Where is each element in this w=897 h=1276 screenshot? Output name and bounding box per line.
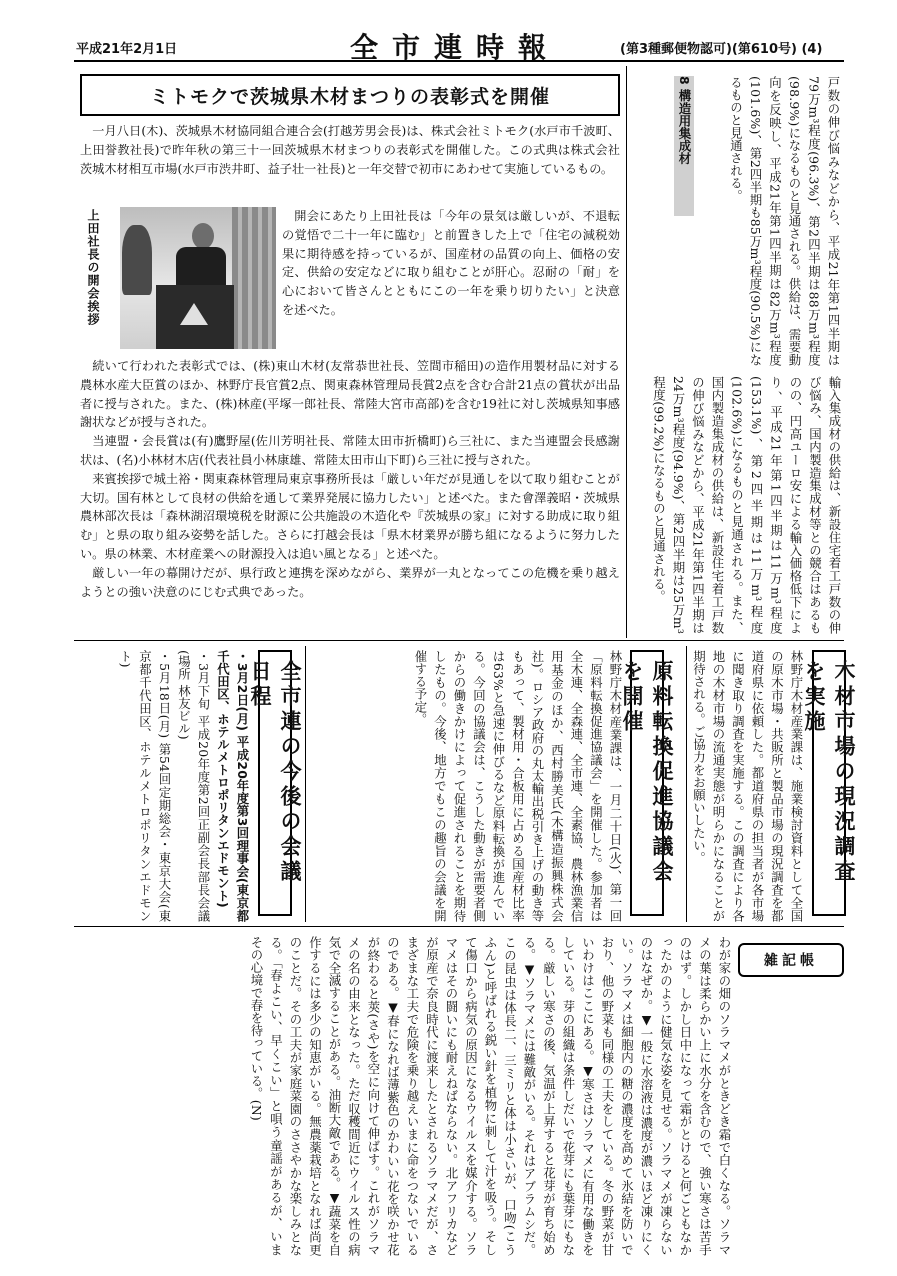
article-headline-box bbox=[80, 74, 620, 116]
article-paragraph: 一月八日(木)、茨城県木材協同組合連合会(打越芳男会長)は、株式会社ミトモク(水戸市千波町、上田誉教社長)で昨年秋の第三十一回茨城県木材まつりの表彰式を開催した。この式典は株式会社茨城木材相互市場(水戸市渋井町、益子壮一社長)と一年交替で初市にあわせて実施しているもの。 bbox=[80, 124, 620, 176]
column-divider bbox=[626, 66, 627, 638]
section-divider bbox=[74, 640, 844, 641]
article-paragraph: 厳しい一年の幕開けだが、県行政と連携を深めながら、業界が一丸となってこの危機を乗り越えようとの強い決意のにじむ式典であった。 bbox=[80, 565, 620, 599]
conversion-council-headline: 原料転換促進協議会を開催 bbox=[630, 650, 664, 916]
schedule-headline: 全市連の今後の会議日程 bbox=[258, 650, 292, 916]
schedule-item: ・3月2日(月) 平成20年度第3回理事会(東京都千代田区、ホテルメトロポリタンエドモント) bbox=[215, 650, 250, 922]
newspaper-title: 全市連時報 bbox=[350, 31, 561, 64]
zakki-label: 雑記帳 bbox=[738, 943, 844, 977]
conversion-council-text: 林野庁木材産業課は、一月二十日(火)、第一回「原料転換促進協議会」を開催した。参加者は全木連、全森連、全市連、全素協、農林漁業信用基金のほか、西村勝美氏(木構造振興株式会社)。ロシア政府の丸太輸出税引き上げの動き等もあって、製材用・合板用に占める国産材比率は63%と急速に伸びるなど原料転換が進んでいる。今回の協議会は、こうした動きが需要者側からの働きかけによって促進されることを期待したもの。今後、地方でもこの趣旨の会議を開催する予定。 bbox=[413, 650, 623, 922]
schedule-list bbox=[80, 650, 252, 922]
issue-info: (第3種郵便物認可)(第610号) (4) bbox=[620, 42, 823, 57]
column-divider bbox=[686, 646, 687, 922]
article-paragraph: 当連盟・会長賞は(有)鷹野屋(佐川芳明社長、常陸太田市折橋町)ら三社に、また当連盟会長感謝状は、(名)小林材木店(代表社員小林康雄、常陸太田市山下町)ら三社に授与された。 bbox=[80, 434, 620, 467]
column-divider bbox=[305, 646, 306, 922]
glulam-text: 輸入集成材の供給は、新設住宅着工戸数の伸び悩み、国内製造集成材等との競合はあるものの、円高ユーロ安による輸入価格低下により、平成21年第1四半期は11万m³程度(153.1%)、第2四半期は11万m³程度(102.6%)になるものと見通される。また、国内製造集成材の供給は、新設住宅着工戸数の伸び悩みなどから、平成21年第1四半期は24万m³程度(94.9%)、第2四半期は25万m³程度(99.2%)になるものと見通される。 bbox=[651, 376, 842, 634]
schedule-item: ・3月下旬 平成20年度第2回正副会長部長会議(場所 林友ビル) bbox=[176, 650, 211, 922]
glulam-text-upper bbox=[634, 76, 672, 366]
article-headline: ミトモクで茨城県木材まつりの表彰式を開催 bbox=[149, 85, 550, 108]
article-paragraph: 続いて行われた表彰式では、(株)東山木材(友常恭世社長、笠間市稲田)の造作用製材品に対する農林水産大臣賞のほか、林野庁長官賞2点、関東森林管理局長賞2点を含む合計21点の賞状が出品者に授与された。また、(株)林産(平塚一郎社長、常陸大宮市高部)を含む19社に対し茨城県知事感謝状などが授与された。 bbox=[80, 359, 620, 430]
section-label: 8 構造用集成材 bbox=[674, 76, 694, 216]
article-paragraph: 来賓挨拶で城土裕・関東森林管理局東京事務所長は「厳しい年だが見通しを以て取り組むことが大切。国有林として良材の供給を通して業界発展に協力したい」と述べた。また會澤義昭・茨城県農林部次長は「森林湖沼環境税を財源に公共施設の木造化や『茨城県の家』に対する助成に取り組む」と県の取り組み姿勢を話した。さらに打越会長は「県木材業界が勝ち組になるように努力したい。県の林業、木材産業への財源投入は追い風となる」と述べた。 bbox=[80, 471, 620, 561]
article-body-lower bbox=[80, 357, 620, 601]
speaker-photo bbox=[120, 207, 276, 349]
section-divider bbox=[74, 926, 844, 927]
market-survey-text: 林野庁木材産業課は、施業検討資料として全国の原木市場・共販所と製品市場の現況調査を都道府県に依頼した。都道府県の担当者が各市場に聞き取り調査を実施する。この調査により各地の木材市場の流通実態が明らかになることが期待される。ご協力をお願いしたい。 bbox=[691, 650, 804, 922]
article-kimatsuri bbox=[80, 74, 620, 636]
zakki-text: わが家の畑のソラマメがときどき霜で白くなる。ソラマメの葉は柔らかい上に水分を含むので、強い寒さは苦手のはず。しかし日中になって霜がとけると何ごともなかったかのように健気な姿を見せる。ソラマメが凍らないのはなぜか。▼一般に水溶液は濃度が濃いほど凍りにくい。ソラマメは細胞内の糖の濃度を高めて氷結を防いでおり、他の野菜も同様の工夫をしている。冬の野菜が甘いわけはここにある。▼寒さはソラマメに有用な働きをしている。芽の組織は条件しだいで花芽にも葉芽にもなる。厳しい寒さの後、気温が上昇すると花芽が育ち始める。▼ソラマメには難敵がいる。それはアブラムシだ。この昆虫は体長二、三ミリと体は小さいが、口吻(こうふん)と呼ばれる鋭い針を植物に刺して汁を吸う。そして傷口から病気の原因になるウイルスを媒介する。ソラマメはその闘いにも耐えねばならない。北アフリカなどが原産で奈良時代に渡来したとされるソラマメだが、さまざまな工夫で危険を乗り越えいまに命をつないでいるのである。▼春になれば薄紫色のかわいい花を咲かせ花が終わると莢(さや)を空に向けて伸ばす。これがソラマメの名の由来となった。ただ収穫間近にウイルス性の病気で全滅することがある。油断大敵である。▼蔬菜を自作するには多少の知恵がいる。無農薬栽培となれば尚更のことだ。その工夫が家庭菜園のささやかな楽しみとなる。「春よこい、早くこい」と唄う童謡があるが、いまその心境で春を待っている。(N) bbox=[249, 936, 732, 1256]
market-survey-headline: 木材市場の現況調査を実施 bbox=[812, 650, 846, 916]
supply-forecast-text: 戸数の伸び悩みなどから、平成21年第1四半期は79万m³程度(96.3%)、第2四半期は88万m³程度(98.9%)になるものと見通される。供給は、需要動向を反映し、平成21年第1四半期は82万m³程度(101.6%)、第2四半期も85万m³程度(90.5%)になるものと見通される。 bbox=[728, 76, 841, 366]
issue-date: 平成21年2月1日 bbox=[76, 42, 178, 57]
photo-caption: 上田社長の開会挨拶 bbox=[86, 209, 100, 326]
schedule-item: ・5月18日(月) 第54回定期総会・東京大会(東京都千代田区、ホテルメトロポリタンエドモント) bbox=[118, 650, 172, 922]
article-paragraph: 開会にあたり上田社長は「今年の景気は厳しいが、不退転の覚悟で二十一年に臨む」と前置きした上で「住宅の減税効果に期待感を持っているが、国産材の品質の向上、価格の安定、供給の安定などに取り組むことが肝心。忍耐の「耐」を心において皆さんとともにこの一年を乗り切りたい」と決意を述べた。 bbox=[282, 209, 620, 317]
masthead-rule bbox=[74, 60, 844, 62]
